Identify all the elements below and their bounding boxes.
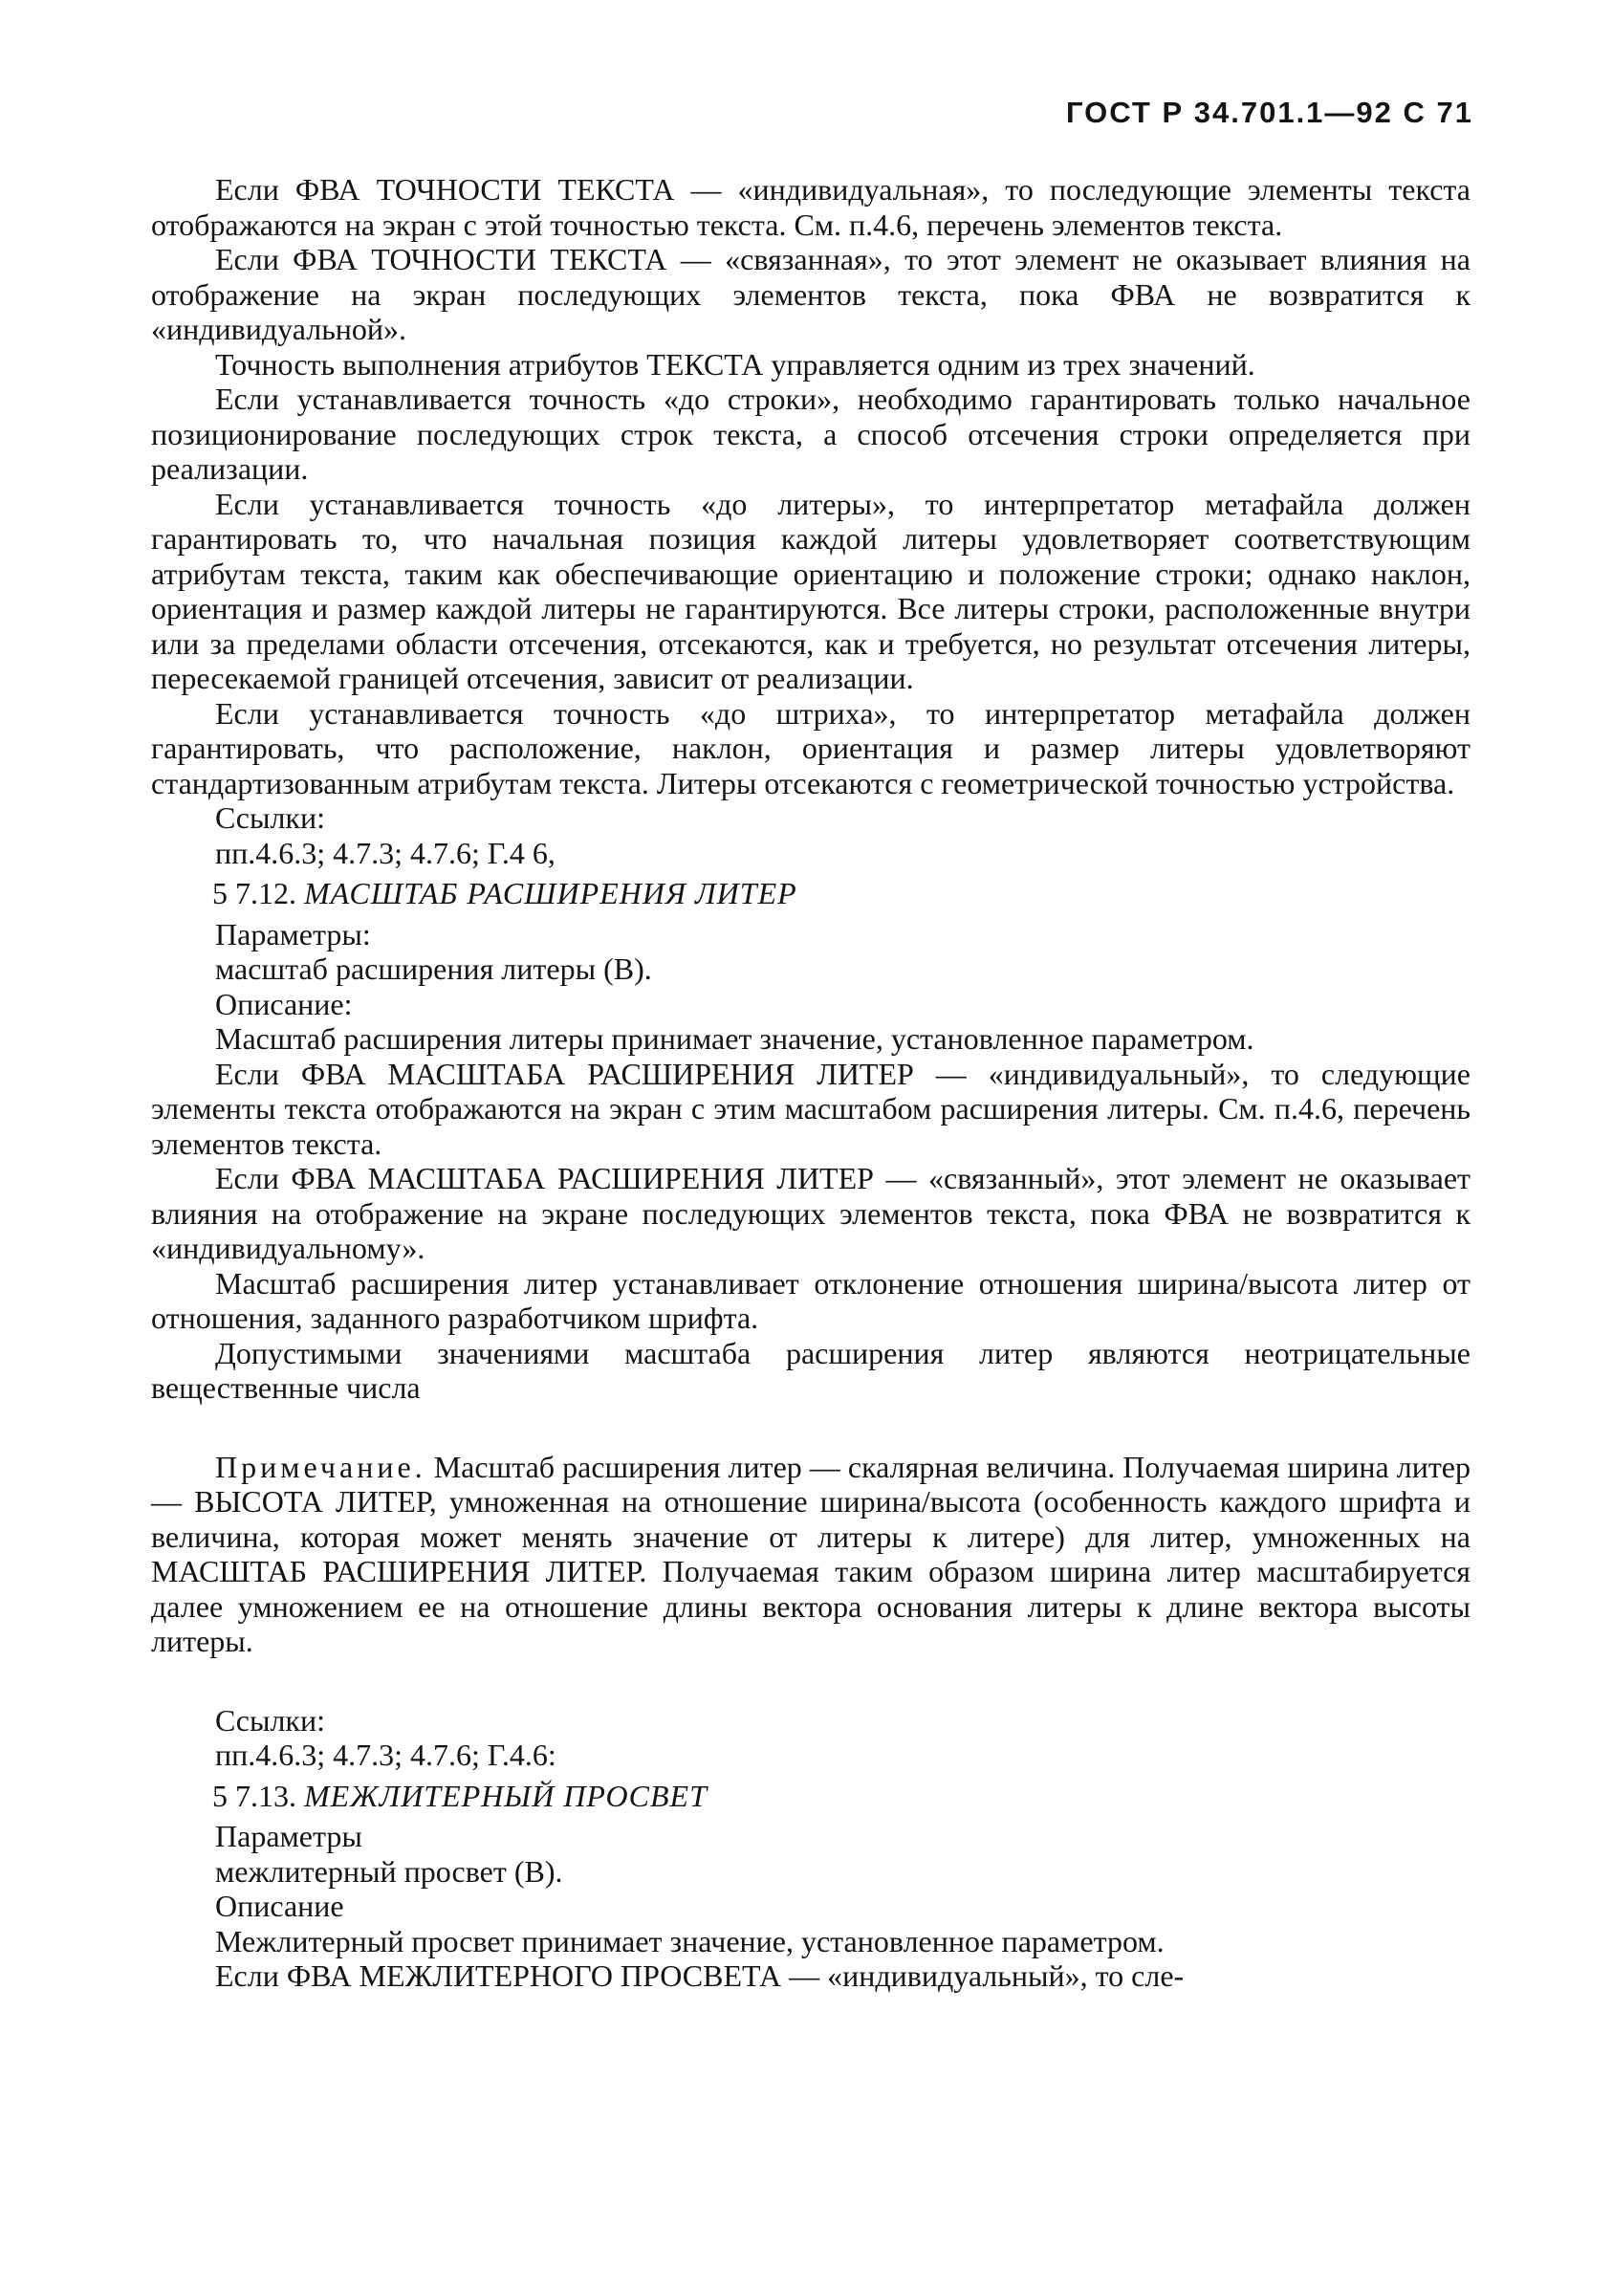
references-list: пп.4.6.3; 4.7.3; 4.7.6; Г.4 6, [215,835,555,870]
references-list: пп.4.6.3; 4.7.3; 4.7.6; Г.4.6: [215,1738,556,1772]
note [151,1450,1470,1659]
paragraph: Если ФВА МАСШТАБА РАСШИРЕНИЯ ЛИТЕР — «индивидуальный», то следующие элементы текста отображаются на экран с этим масштабом расширения литеры. См. п.4.6, перечень элементов текста. [151,1056,1470,1161]
paragraph: Если устанавливается точность «до строки», необходимо гарантировать только начальное позиционирование последующих строк текста, а способ отсечения строки определяется при реализации. [151,382,1470,486]
paragraph: Если ФВА МЕЖЛИТЕРНОГО ПРОСВЕТА — «индивидуальный», то сле- [215,1958,1185,1993]
paragraph: Если ФВА МАСШТАБА РАСШИРЕНИЯ ЛИТЕР — «связанный», этот элемент не оказывает влияния на отображение на экране последующих элементов текста, пока ФВА не возвратится к «индивидуальному». [151,1161,1470,1265]
parameters-label: Параметры: [215,916,371,951]
description-label: Описание: [215,986,353,1021]
section-title: МЕЖЛИТЕРНЫЙ ПРОСВЕТ [304,1778,708,1813]
parameter-item: масштаб расширения литеры (В). [215,951,652,986]
paragraph: Если устанавливается точность «до литеры», то интерпретатор метафайла должен гарантировать то, что начальная позиция каждой литеры удовлетворяет соответствующим атрибутам текста, таким как обеспечивающие ориентацию и положение строки; однако наклон, ориентация и размер каждой литеры не гарантируются. Все литеры строки, расположенные внутри или за пределами области отсечения, отсекаются, как и требуется, но результат отсечения литеры, пересекаемой границей отсечения, зависит от реализации. [151,486,1470,695]
references-label: Ссылки: [215,800,325,835]
section-heading [151,1779,1470,1814]
parameters-label: Параметры [215,1819,362,1853]
section-number: 5 7.13. [212,1778,296,1813]
paragraph: Масштаб расширения литер устанавливает отклонение отношения ширина/высота литер от отношения, заданного разработчиком шрифта. [151,1265,1470,1335]
section-number: 5 7.12. [212,876,296,910]
section-heading [151,876,1470,911]
section-title: МАСШТАБ РАСШИРЕНИЯ ЛИТЕР [304,876,797,910]
paragraph: Точность выполнения атрибутов ТЕКСТА управляется одним из трех значений. [215,346,1255,382]
paragraph: Межлитерный просвет принимает значение, установленное параметром. [215,1923,1165,1958]
page-header: ГОСТ Р 34.701.1—92 С 71 [1066,96,1473,129]
note-text: Масштаб расширения литер — скалярная величина. Получаемая ширина литер — ВЫСОТА ЛИТЕР, умноженная на отношение ширина/высота (особенность каждого шрифта и величина, которая может менять значение от литеры к литере) для литер, умноженных на МАСШТАБ РАСШИРЕНИЯ ЛИТЕР. Получаемая таким образом ширина литер масштабируется далее умножением ее на отношение длины вектора основания литеры к длине вектора высоты литеры. [151,1449,1471,1658]
parameter-item: межлитерный просвет (В). [215,1853,563,1889]
paragraph: Допустимыми значениями масштаба расширения литер являются неотрицательные вещественные числа [151,1335,1470,1405]
document-body [151,172,1470,1994]
paragraph: Масштаб расширения литеры принимает значение, установленное параметром. [215,1021,1254,1056]
note-label: Примечание. [215,1449,426,1484]
references-label: Ссылки: [215,1702,325,1738]
paragraph: Если ФВА ТОЧНОСТИ ТЕКСТА — «связанная», то этот элемент не оказывает влияния на отображение на экран последующих элементов текста, пока ФВА не возвратится к «индивидуальной». [151,242,1470,346]
description-label: Описание [215,1889,344,1923]
paragraph: Если устанавливается точность «до штриха», то интерпретатор метафайла должен гарантировать, что расположение, наклон, ориентация и размер литеры удовлетворяют стандартизованным атрибутам текста. Литеры отсекаются с геометрической точностью устройства. [151,695,1470,800]
paragraph: Если ФВА ТОЧНОСТИ ТЕКСТА — «индивидуальная», то последующие элементы текста отображаются на экран с этой точностью текста. См. п.4.6, перечень элементов текста. [151,172,1470,242]
